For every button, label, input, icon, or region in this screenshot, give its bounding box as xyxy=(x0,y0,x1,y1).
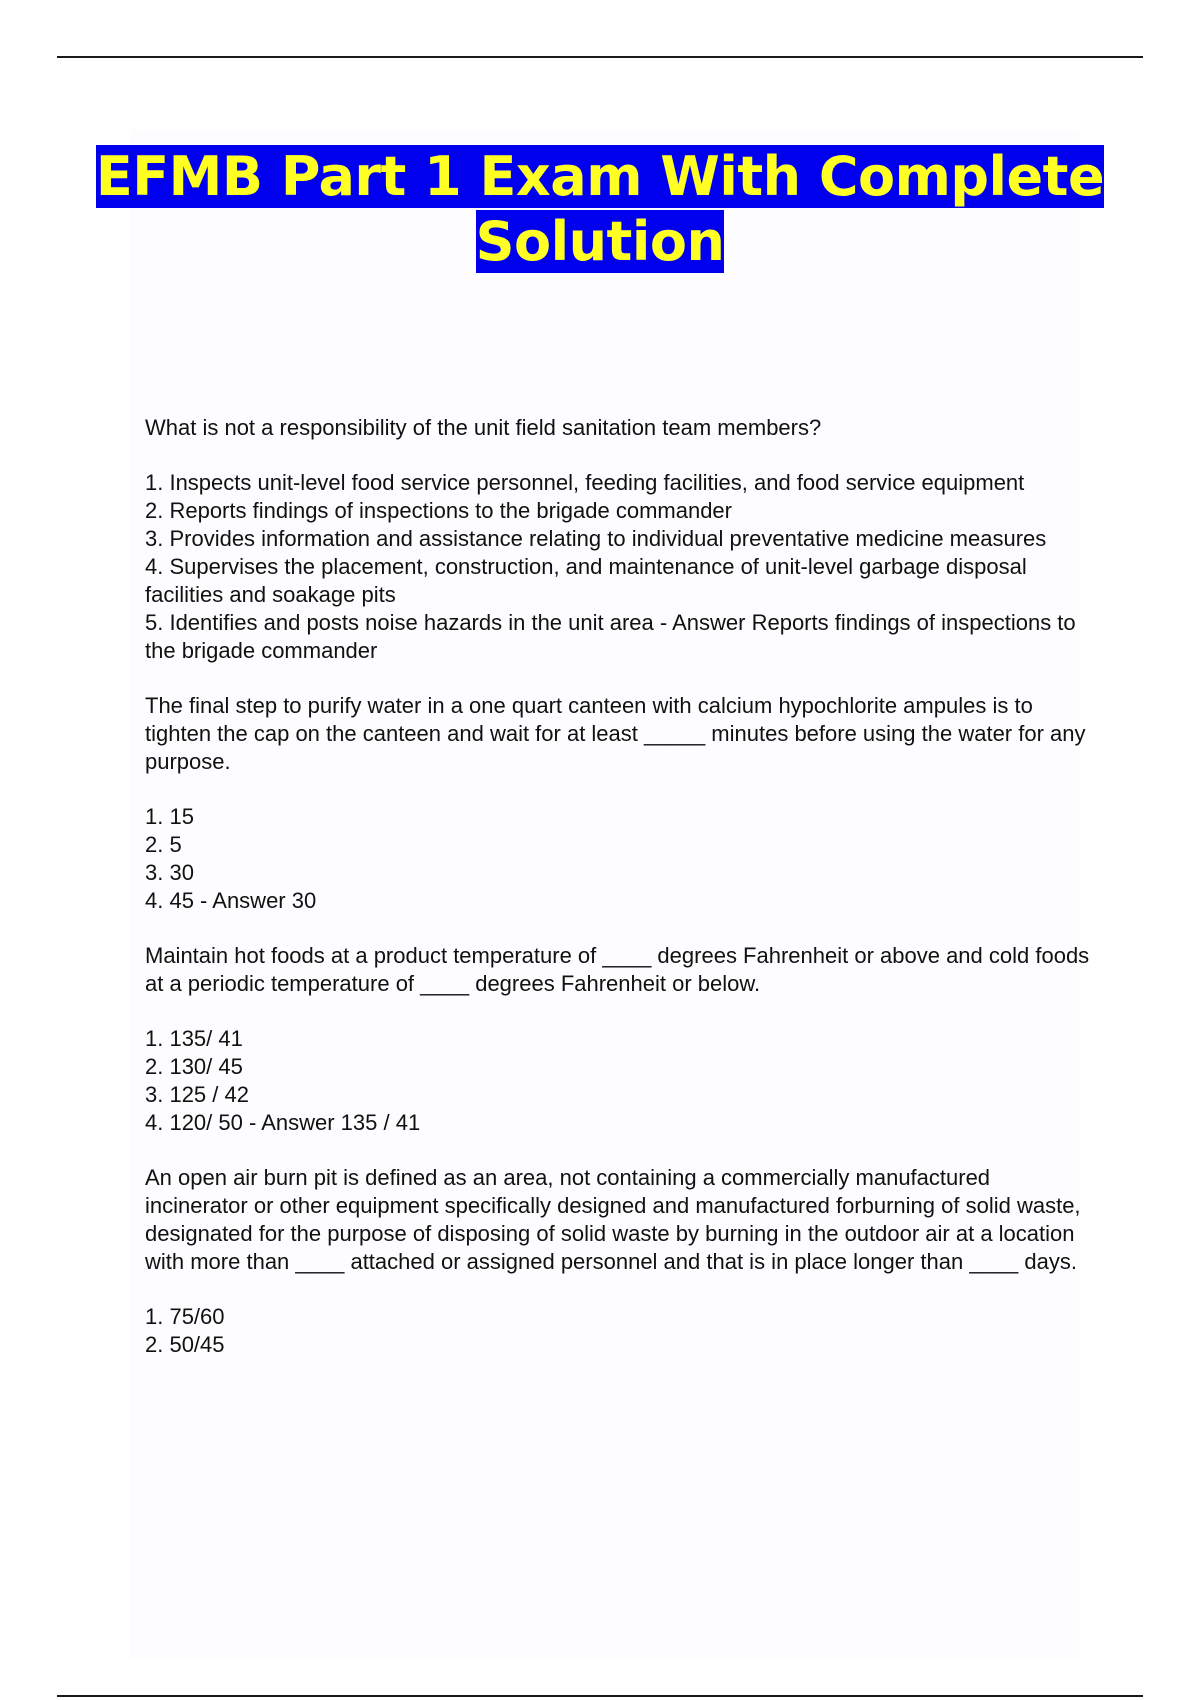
document-title: EFMB Part 1 Exam With Complete Solution xyxy=(95,145,1105,273)
answer-option: 2. Reports findings of inspections to the brigade commander xyxy=(145,498,732,523)
question-prompt: What is not a responsibility of the unit field sanitation team members? xyxy=(145,415,822,440)
title-block xyxy=(57,144,1143,274)
question-prompt: Maintain hot foods at a product temperature of ____ degrees Fahrenheit or above and cold foods at a periodic temperature of ____ degrees Fahrenheit or below. xyxy=(145,943,1090,996)
question-2 xyxy=(145,692,1095,776)
answer-option: 5. Identifies and posts noise hazards in the unit area - Answer Reports findings of inspections to the brigade commander xyxy=(145,610,1076,663)
question-3-options xyxy=(145,1025,1095,1137)
question-1 xyxy=(145,414,1095,442)
answer-option: 3. 30 xyxy=(145,860,194,885)
bottom-rule xyxy=(57,1695,1143,1697)
answer-option: 2. 130/ 45 xyxy=(145,1054,243,1079)
answer-option: 1. 75/60 xyxy=(145,1304,225,1329)
answer-option: 3. 125 / 42 xyxy=(145,1082,249,1107)
answer-option: 1. 135/ 41 xyxy=(145,1026,243,1051)
answer-option: 2. 50/45 xyxy=(145,1332,225,1357)
question-prompt: An open air burn pit is defined as an area, not containing a commercially manufactured incinerator or other equipment specifically designed and manufactured forburning of solid waste, designated for the purpose of disposing of solid waste by burning in the outdoor air at a location with more than ____ attached or assigned personnel and that is in place longer than ____ days. xyxy=(145,1165,1081,1274)
question-3 xyxy=(145,942,1095,998)
answer-option: 1. Inspects unit-level food service personnel, feeding facilities, and food service equipment xyxy=(145,470,1025,495)
question-prompt: The final step to purify water in a one quart canteen with calcium hypochlorite ampules is to tighten the cap on the canteen and wait for at least _____ minutes before using the water for any purpose. xyxy=(145,693,1086,774)
answer-option: 3. Provides information and assistance relating to individual preventative medicine measures xyxy=(145,526,1047,551)
question-4 xyxy=(145,1164,1095,1276)
answer-option: 4. 120/ 50 - Answer 135 / 41 xyxy=(145,1110,421,1135)
answer-option: 4. Supervises the placement, construction, and maintenance of unit-level garbage disposal facilities and soakage pits xyxy=(145,554,1027,607)
answer-option: 4. 45 - Answer 30 xyxy=(145,888,317,913)
top-rule xyxy=(57,56,1143,58)
question-list xyxy=(145,414,1095,1386)
question-4-options xyxy=(145,1303,1095,1359)
question-1-options xyxy=(145,469,1095,665)
question-2-options xyxy=(145,803,1095,915)
answer-option: 2. 5 xyxy=(145,832,182,857)
answer-option: 1. 15 xyxy=(145,804,194,829)
